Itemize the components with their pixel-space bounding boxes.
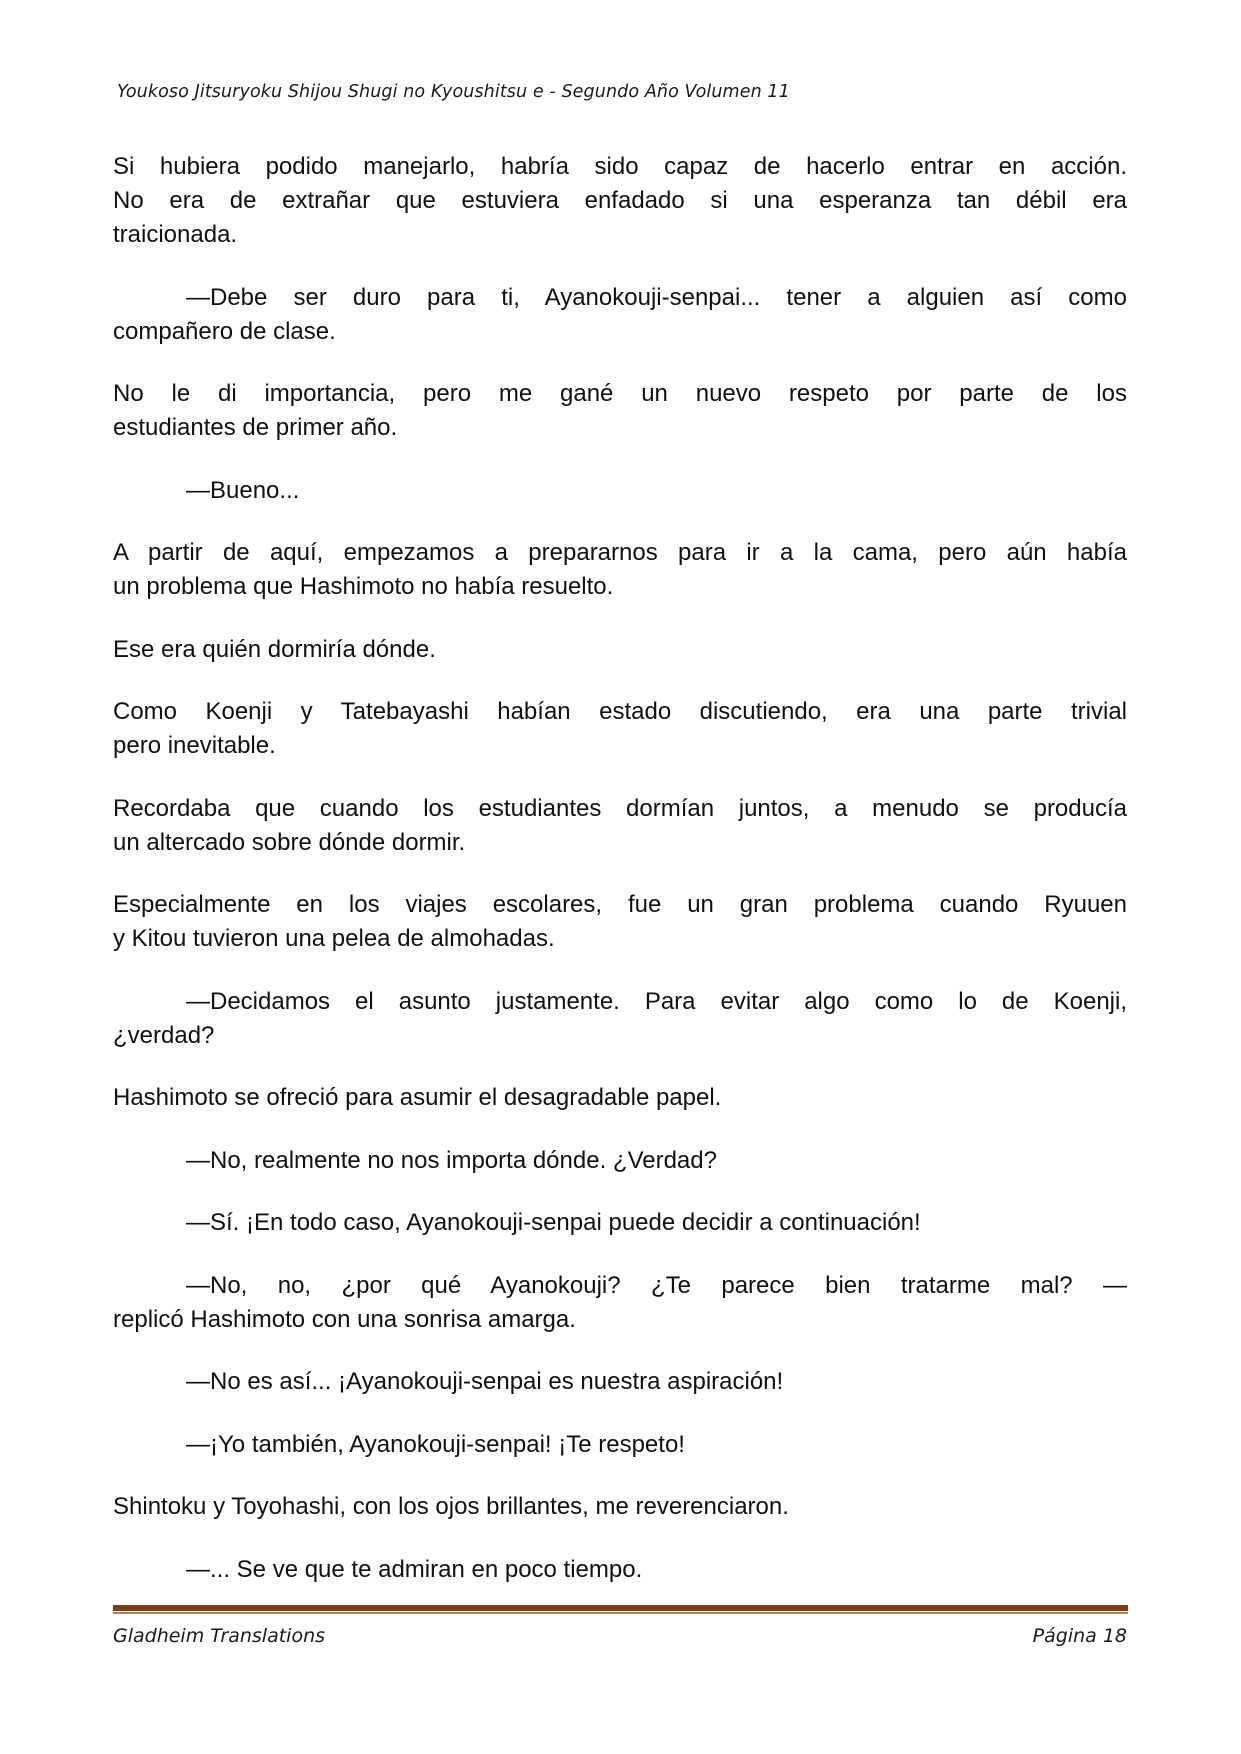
dialogue-paragraph <box>113 1428 1127 1462</box>
dialogue-paragraph <box>113 474 1127 508</box>
text-line: No le di importancia, pero me gané un nuevo respeto por parte de los <box>113 380 1127 407</box>
text-line: traicionada. <box>113 221 238 248</box>
body-text <box>113 150 1127 1615</box>
text-line: compañero de clase. <box>113 317 336 345</box>
text-line: Si hubiera podido manejarlo, habría sido capaz de hacerlo entrar en acción. <box>113 153 1127 180</box>
narration-paragraph <box>113 150 1127 252</box>
dialogue-paragraph <box>113 1269 1127 1337</box>
dialogue-paragraph <box>113 1553 1127 1587</box>
dialogue-paragraph <box>113 281 1127 349</box>
text-line: Especialmente en los viajes escolares, fue un gran problema cuando Ryuuen <box>113 891 1127 918</box>
text-line: —¡Yo también, Ayanokouji-senpai! ¡Te respeto! <box>186 1430 685 1458</box>
dialogue-paragraph <box>113 1206 1127 1240</box>
dialogue-paragraph <box>113 1365 1127 1399</box>
text-line: Shintoku y Toyohashi, con los ojos brillantes, me reverenciaron. <box>113 1493 789 1520</box>
text-line: —Decidamos el asunto justamente. Para evitar algo como lo de Koenji, <box>186 987 1127 1015</box>
text-line: ¿verdad? <box>113 1021 215 1049</box>
text-line: estudiantes de primer año. <box>113 414 398 441</box>
text-line: —Sí. ¡En todo caso, Ayanokouji-senpai puede decidir a continuación! <box>186 1209 921 1236</box>
text-line: No era de extrañar que estuviera enfadado si una esperanza tan débil era <box>113 187 1127 214</box>
text-line: replicó Hashimoto con una sonrisa amarga. <box>113 1305 576 1333</box>
narration-paragraph <box>113 377 1127 445</box>
footer-rule-thin <box>113 1612 1128 1614</box>
narration-paragraph <box>113 1081 1127 1115</box>
text-line: un altercado sobre dónde dormir. <box>113 828 466 856</box>
narration-paragraph <box>113 792 1127 860</box>
text-line: Hashimoto se ofreció para asumir el desagradable papel. <box>113 1084 722 1111</box>
text-line: Como Koenji y Tatebayashi habían estado discutiendo, era una parte trivial <box>113 698 1127 725</box>
narration-paragraph <box>113 888 1127 956</box>
narration-paragraph <box>113 1490 1127 1524</box>
narration-paragraph <box>113 633 1127 667</box>
text-line: —No, realmente no nos importa dónde. ¿Verdad? <box>186 1146 717 1174</box>
text-line: un problema que Hashimoto no había resuelto. <box>113 573 614 600</box>
text-line: y Kitou tuvieron una pelea de almohadas. <box>113 925 555 952</box>
text-line: Ese era quién dormiría dónde. <box>113 635 436 663</box>
footer-page-number: Página 18 <box>1032 1625 1127 1647</box>
text-line: —No, no, ¿por qué Ayanokouji? ¿Te parece bien tratarme mal? — <box>186 1271 1127 1299</box>
text-line: —Bueno... <box>186 476 300 504</box>
text-line: pero inevitable. <box>113 732 276 759</box>
text-line: —... Se ve que te admiran en poco tiempo. <box>186 1555 643 1583</box>
text-line: —Debe ser duro para ti, Ayanokouji-senpai... tener a alguien así como <box>186 283 1127 311</box>
running-header: Youkoso Jitsuryoku Shijou Shugi no Kyoushitsu e - Segundo Año Volumen 11 <box>117 82 790 102</box>
dialogue-paragraph <box>113 1144 1127 1178</box>
footer-publisher: Gladheim Translations <box>113 1625 326 1647</box>
text-line: Recordaba que cuando los estudiantes dormían juntos, a menudo se producía <box>113 794 1127 822</box>
text-line: A partir de aquí, empezamos a prepararnos para ir a la cama, pero aún había <box>113 539 1127 566</box>
narration-paragraph <box>113 536 1127 604</box>
dialogue-paragraph <box>113 985 1127 1053</box>
narration-paragraph <box>113 695 1127 763</box>
text-line: —No es así... ¡Ayanokouji-senpai es nuestra aspiración! <box>186 1368 784 1395</box>
footer-rule-thick <box>113 1605 1128 1611</box>
